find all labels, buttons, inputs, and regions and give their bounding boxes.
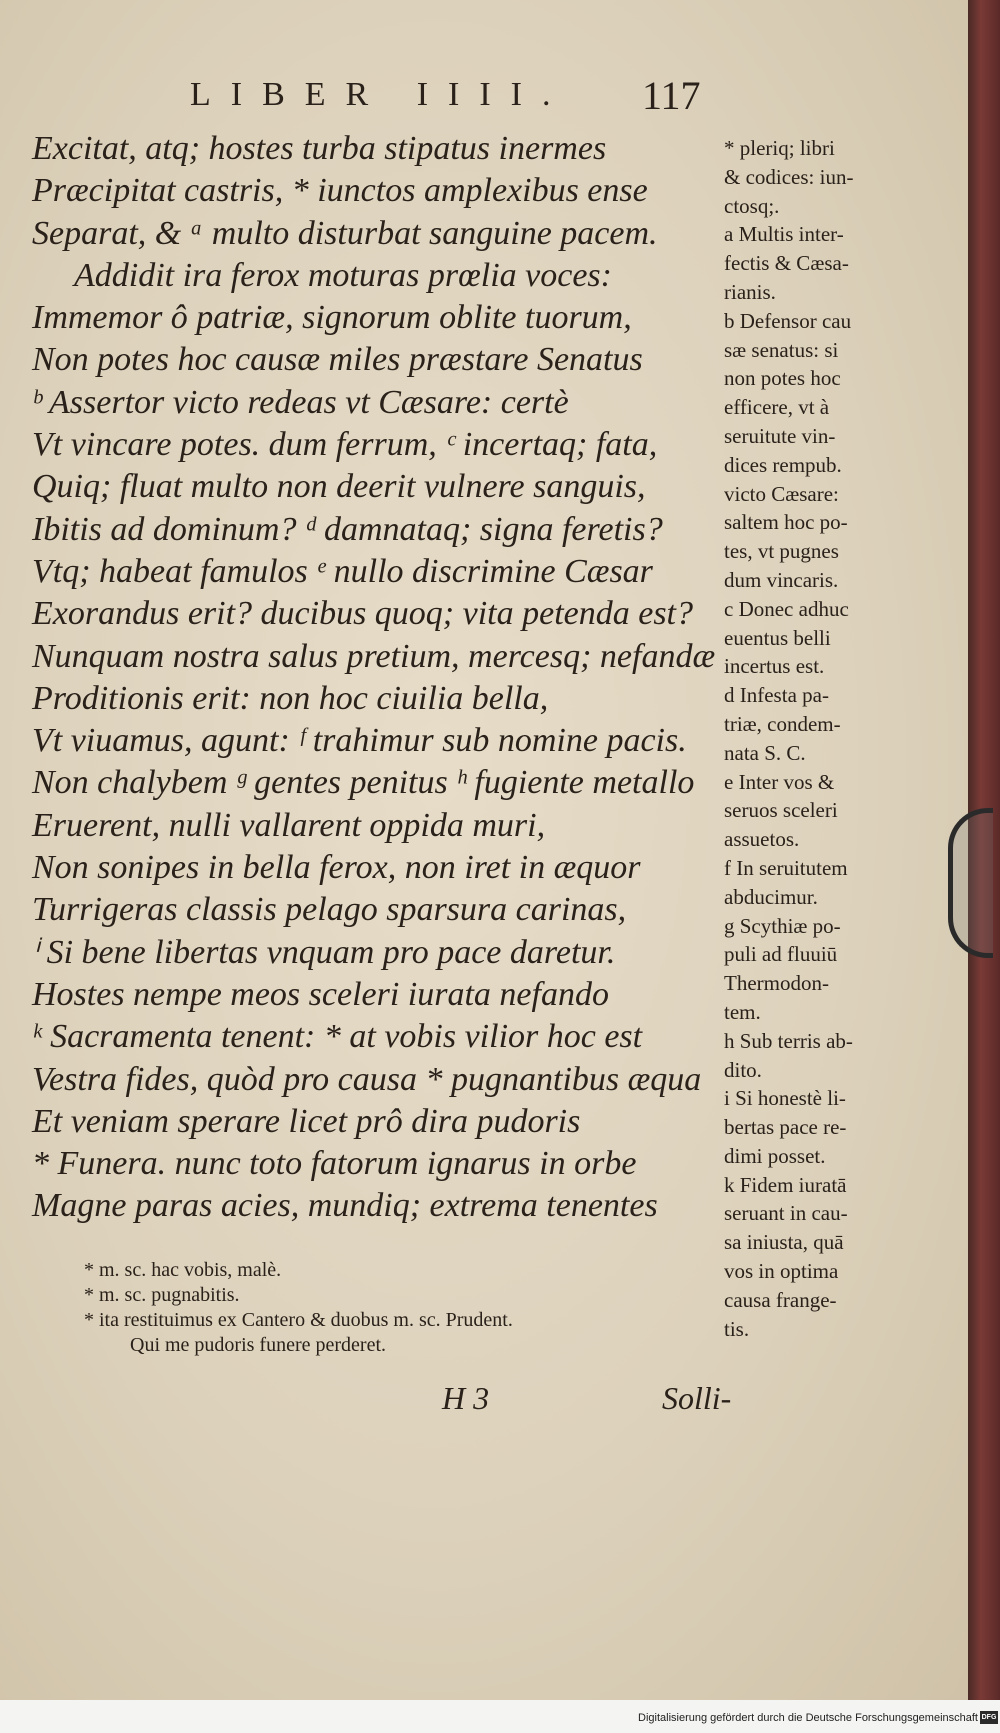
footnote-line: Qui me pudoris funere perderet.	[130, 1334, 387, 1356]
gloss-line: puli ad fluuiū	[724, 942, 838, 967]
gloss-line: tis.	[724, 1316, 750, 1341]
footnote-line: * m. sc. hac vobis, malè.	[84, 1259, 282, 1281]
gloss-line: nata S. C.	[724, 740, 806, 765]
funding-credit: Digitalisierung gefördert durch die Deutsche Forschungsgemeinschaft	[638, 1712, 978, 1724]
dfg-logo-icon: DFG	[980, 1711, 998, 1724]
verse-line: Vtq; habeat famulos ᵉ nullo discrimine Cæsar	[32, 552, 653, 590]
gloss-line: assuetos.	[724, 827, 800, 852]
signature-mark: H 3	[442, 1380, 490, 1416]
gloss-line: tes, vt pugnes	[724, 539, 839, 564]
gloss-line: fectis & Cæsa-	[724, 251, 849, 276]
gloss-line: incertus est.	[724, 654, 825, 679]
verse-line: Præcipitat castris, * iunctos amplexibus ense	[32, 172, 648, 210]
gloss-line: e Inter vos &	[724, 769, 835, 794]
footnotes	[84, 1258, 764, 1358]
gloss-line: i Si honestè li-	[724, 1086, 846, 1111]
gloss-line: g Scythiæ po-	[724, 913, 841, 938]
gloss-line: triæ, condem-	[724, 711, 841, 736]
gloss-line: vos in optima	[724, 1259, 839, 1284]
gloss-line: f In seruitutem	[724, 855, 848, 880]
gloss-line: rianis.	[724, 279, 776, 304]
gloss-line: dum vincaris.	[724, 567, 839, 592]
verse-line: Non sonipes in bella ferox, non iret in æquor	[32, 849, 641, 887]
verse-line: Quiq; fluat multo non deerit vulnere sanguis,	[32, 468, 646, 506]
gloss-line: seruitute vin-	[724, 423, 836, 448]
marginal-glosses	[724, 134, 906, 1343]
verse-column	[32, 128, 732, 1228]
gloss-line: seruant in cau-	[724, 1201, 848, 1226]
verse-line: ᵇ Assertor victo redeas vt Cæsare: certè	[32, 383, 569, 421]
verse-line: Immemor ô patriæ, signorum oblite tuorum,	[32, 299, 632, 337]
gloss-line: sæ senatus: si	[724, 337, 839, 362]
verse-line: Vt vincare potes. dum ferrum, ᶜ incertaq; fata,	[32, 426, 658, 464]
page-number: 117	[642, 73, 701, 118]
gloss-line: a Multis inter-	[724, 222, 844, 247]
verse-line: Ibitis ad dominum? ᵈ damnataq; signa feretis?	[32, 510, 663, 548]
verse-line: Exorandus erit? ducibus quoq; vita petenda est?	[32, 595, 694, 633]
gloss-line: dices rempub.	[724, 452, 842, 477]
verse-line: * Funera. nunc toto fatorum ignarus in orbe	[32, 1145, 637, 1183]
verse-line: Non potes hoc causæ miles præstare Senatus	[32, 341, 643, 379]
gloss-line: victo Cæsare:	[724, 481, 839, 506]
page-clip	[948, 808, 993, 958]
verse-line: ᵏ Sacramenta tenent: * at vobis vilior hoc est	[32, 1018, 643, 1056]
gloss-line: d Infesta pa-	[724, 683, 829, 708]
gloss-line: h Sub terris ab-	[724, 1028, 853, 1053]
verse-line: Separat, & ᵃ multo disturbat sanguine pacem.	[32, 214, 658, 252]
verse-line: Eruerent, nulli vallarent oppida muri,	[32, 806, 546, 844]
verse-line: Vestra fides, quòd pro causa * pugnantibus æqua	[32, 1060, 702, 1098]
verse-line: Addidit ira ferox moturas prœlia voces:	[74, 256, 612, 294]
verse-line: Turrigeras classis pelago sparsura carinas,	[32, 891, 627, 929]
verse-line: Magne paras acies, mundiq; extrema tenentes	[32, 1187, 658, 1225]
verse-line: Hostes nempe meos sceleri iurata nefando	[32, 975, 609, 1013]
gloss-line: dito.	[724, 1057, 762, 1082]
verse-line: Et veniam sperare licet prô dira pudoris	[32, 1102, 581, 1140]
gloss-line: abducimur.	[724, 884, 818, 909]
gloss-line: k Fidem iuratā	[724, 1172, 847, 1197]
verse-line: Proditionis erit: non hoc ciuilia bella,	[32, 679, 549, 717]
gloss-line: ctosq;.	[724, 193, 780, 218]
verse-line: Non chalybem ᵍ gentes penitus ʰ fugiente metallo	[32, 764, 695, 802]
catchword: Solli-	[662, 1380, 732, 1416]
verse-line: Excitat, atq; hostes turba stipatus inermes	[32, 130, 607, 167]
gloss-line: sa iniusta, quā	[724, 1230, 844, 1255]
verse-line: Vt viuamus, agunt: ᶠ trahimur sub nomine pacis.	[32, 722, 687, 760]
gloss-line: tem.	[724, 999, 761, 1024]
gloss-line: efficere, vt à	[724, 395, 830, 420]
footnote-line: * ita restituimus ex Cantero & duobus m. sc. Prudent.	[84, 1309, 513, 1331]
gloss-line: b Defensor cau	[724, 308, 852, 333]
gloss-line: euentus belli	[724, 625, 831, 650]
gloss-line: seruos sceleri	[724, 798, 838, 823]
gloss-line: * pleriq; libri	[724, 136, 835, 160]
page-header	[0, 72, 968, 122]
footer-strip	[0, 1700, 1000, 1733]
gloss-line: & codices: iun-	[724, 164, 854, 189]
gloss-line: causa frange-	[724, 1287, 837, 1312]
gloss-line: non potes hoc	[724, 366, 841, 391]
footnote-line: * m. sc. pugnabitis.	[84, 1284, 240, 1306]
verse-line: Nunquam nostra salus pretium, mercesq; nefandæ	[32, 637, 716, 675]
gloss-line: saltem hoc po-	[724, 510, 848, 535]
gloss-line: Thermodon-	[724, 971, 829, 996]
gloss-line: dimi posset.	[724, 1143, 826, 1168]
verse-line: ⁱ Si bene libertas vnquam pro pace daretur.	[32, 933, 616, 971]
gloss-line: c Donec adhuc	[724, 596, 849, 621]
running-title: LIBER IIII.	[190, 76, 571, 113]
gloss-line: bertas pace re-	[724, 1115, 847, 1140]
